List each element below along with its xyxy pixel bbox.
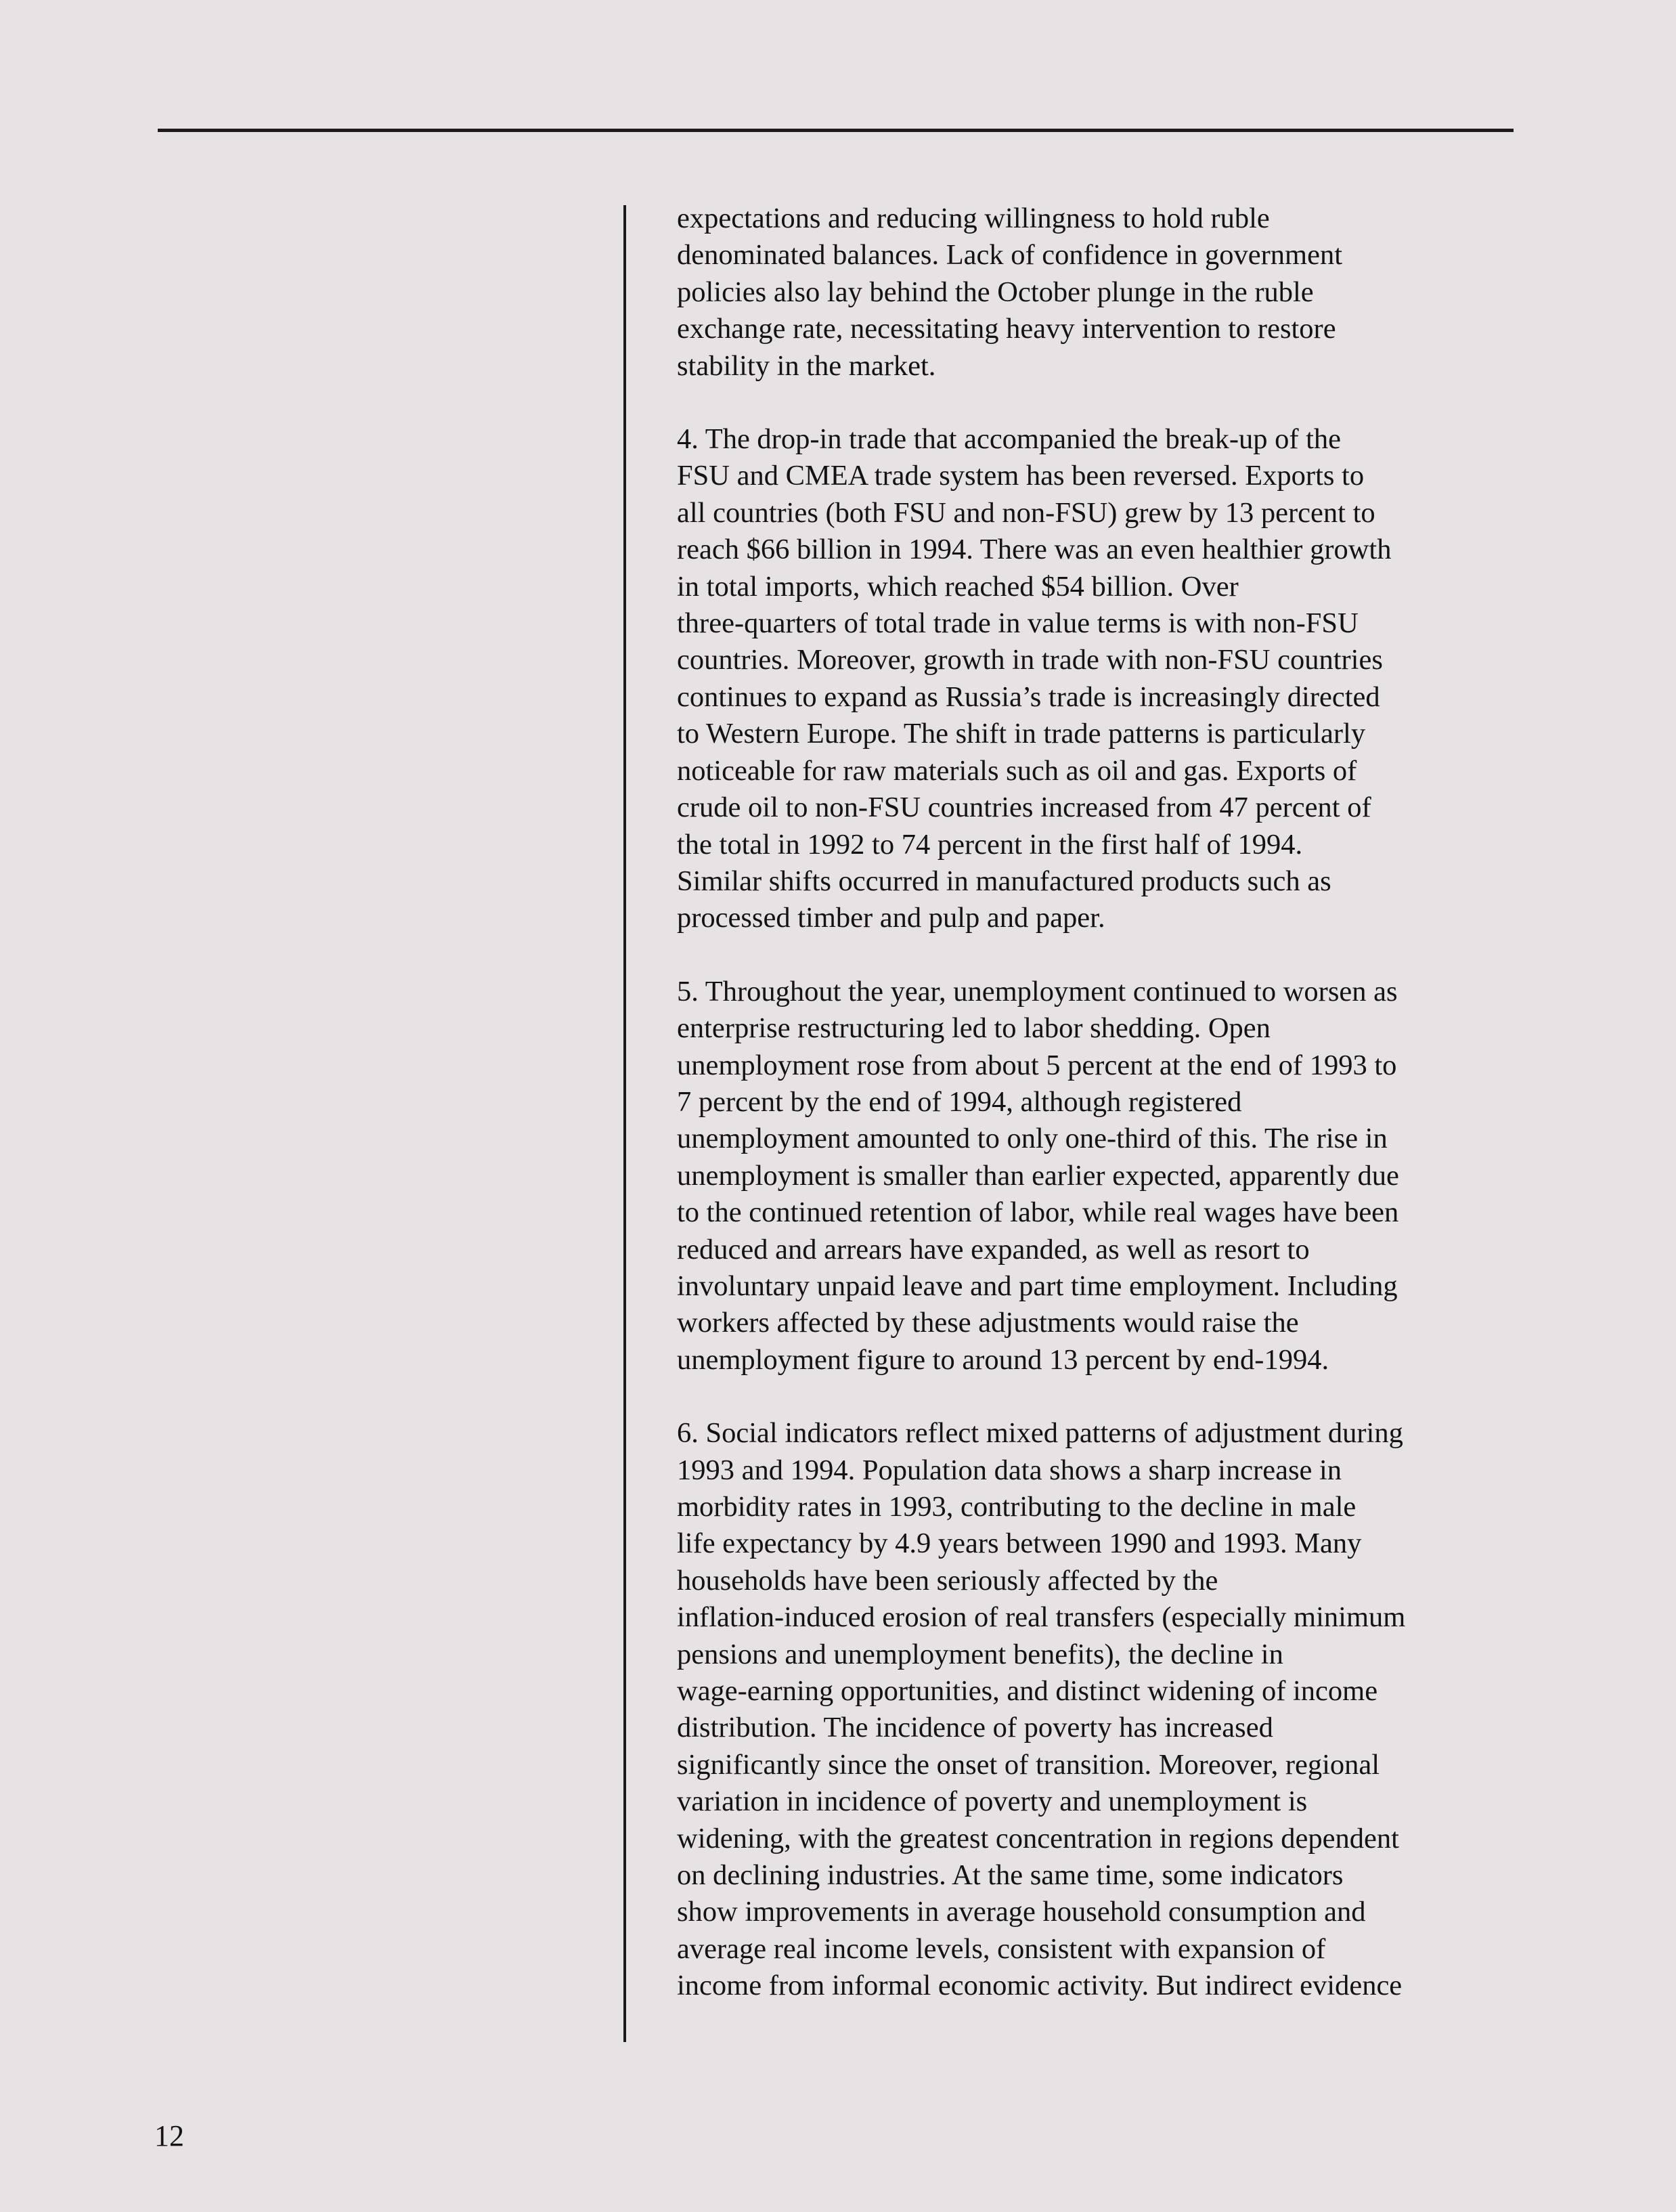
paragraph-6-social-indicators: 6. Social indicators reflect mixed patterns of adjustment during 1993 and 1994. Population data shows a sharp increase in morbidity rates in 1993, contributing to the decline in male life expectancy by 4.9 years between 1990 and 1993. Many households have been seriously affected by the inflation-induced erosion of real transfers (especially minimum pensions and unemployment benefits), the decline in wage-earning opportunities, and distinct widening of income distribution. The incidence of poverty has increased significantly since the onset of transition. Moreover, regional variation in incidence of poverty and unemployment is widening, with the greatest concentration in regions dependent on declining industries. At the same time, some indicators show improvements in average household consumption and average real income levels, consistent with expansion of income from informal economic activity. But indirect evidence: [677, 1417, 1406, 2002]
page-number: 12: [154, 2119, 184, 2152]
top-horizontal-rule: [158, 129, 1514, 132]
body-text-column: [677, 200, 1523, 2041]
paragraph-continuation: expectations and reducing willingness to hold ruble denominated balances. Lack of confidence in government policies also lay behind the October plunge in the ruble exchange rate, necessitating heavy intervention to restore stability in the market.: [677, 202, 1342, 382]
paragraph-5-unemployment: 5. Throughout the year, unemployment continued to worsen as enterprise restructuring led to labor shedding. Open unemployment rose from about 5 percent at the end of 1993 to 7 percent by the end of 1994, although registered unemployment amounted to only one-third of this. The rise in unemployment is smaller than earlier expected, apparently due to the continued retention of labor, while real wages have been reduced and arrears have expanded, as well as resort to involuntary unpaid leave and part time employment. Including workers affected by these adjustments would raise the unemployment figure to around 13 percent by end-1994.: [677, 975, 1399, 1376]
column-divider-rule: [623, 205, 626, 2042]
paragraph-4-trade: 4. The drop-in trade that accompanied the break-up of the FSU and CMEA trade system has been reversed. Exports to all countries (both FSU and non-FSU) grew by 13 percent to reach $66 billion in 1994. There was an even healthier growth in total imports, which reached $54 billion. Over three-quarters of total trade in value terms is with non-FSU countries. Moreover, growth in trade with non-FSU countries continues to expand as Russia’s trade is increasingly directed to Western Europe. The shift in trade patterns is particularly noticeable for raw materials such as oil and gas. Exports of crude oil to non-FSU countries increased from 47 percent of the total in 1992 to 74 percent in the first half of 1994. Similar shifts occurred in manufactured products such as processed timber and pulp and paper.: [677, 423, 1392, 934]
